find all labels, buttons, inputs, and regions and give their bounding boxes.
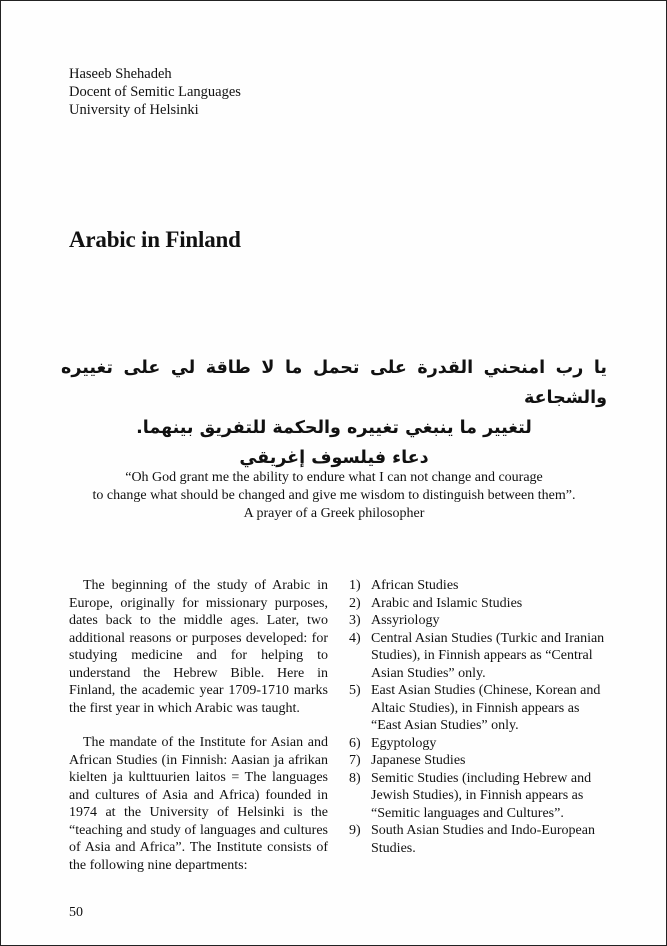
- author-block: [69, 65, 241, 119]
- page-number: 50: [69, 905, 83, 920]
- list-item-text: Central Asian Studies (Turkic and Iranian Studies), in Finnish appears as “Central Asian Studies” only.: [371, 630, 605, 681]
- list-item-number: 8): [349, 770, 361, 786]
- article-title: Arabic in Finland: [69, 227, 241, 252]
- list-item-number: 1): [349, 578, 361, 593]
- list-item-text: Arabic and Islamic Studies: [371, 595, 523, 611]
- list-item-number: 7): [349, 753, 361, 768]
- body-paragraph-1: The beginning of the study of Arabic in Europe, originally for missionary purposes, dates back to the middle ages. Later, two additional reasons or purposes developed: for studying medicine and for helping to understand the Hebrew Bible. Here in Finland, the academic year 1709-1710 marks the first year in which Arabic was taught.: [69, 578, 328, 716]
- departments-list: [349, 577, 611, 857]
- list-item-text: African Studies: [371, 578, 459, 593]
- list-item-number: 3): [349, 613, 361, 628]
- list-item-number: 2): [349, 595, 361, 611]
- arabic-prayer-line-3: دعاء فيلسوف إغريقي: [239, 448, 429, 468]
- list-item-text: Egyptology: [371, 735, 437, 751]
- list-item-text: Japanese Studies: [371, 753, 466, 768]
- list-item-number: 5): [349, 683, 361, 698]
- list-item: [349, 822, 611, 857]
- quote-line-2: to change what should be changed and give me wisdom to distinguish between them”.: [92, 488, 576, 503]
- author-name: Haseeb Shehadeh: [69, 66, 172, 82]
- list-item: [349, 612, 611, 630]
- list-item-number: 6): [349, 735, 361, 751]
- english-quote: [41, 469, 627, 523]
- list-item-text: Assyriology: [371, 613, 440, 628]
- quote-line-1: “Oh God grant me the ability to endure what I can not change and courage: [125, 470, 543, 485]
- list-item: [349, 630, 611, 683]
- list-item: [349, 735, 611, 753]
- list-item-text: East Asian Studies (Chinese, Korean and Altaic Studies), in Finnish appears as “East Asian Studies” only.: [371, 683, 601, 733]
- list-item-number: 4): [349, 630, 361, 646]
- quote-attribution: A prayer of a Greek philosopher: [243, 506, 425, 521]
- list-item-text: South Asian Studies and Indo-European Studies.: [371, 823, 595, 856]
- author-affiliation: University of Helsinki: [69, 102, 199, 118]
- list-item: [349, 682, 611, 735]
- arabic-prayer: [61, 353, 607, 473]
- left-column: [69, 577, 328, 891]
- arabic-prayer-line-1: يا رب امنحني القدرة على تحمل ما لا طاقة لي على تغييره والشجاعة: [61, 358, 607, 408]
- arabic-prayer-line-2: لتغيير ما ينبغي تغييره والحكمة للتفريق بينهما.: [136, 418, 532, 438]
- body-paragraph-2: The mandate of the Institute for Asian and African Studies (in Finnish: Aasian ja afrikan kielten ja kulttuurien laitos = The languages and cultures of Asia and Africa) founded in 1974 at the University of Helsinki is the “teaching and study of languages and cultures of Asia and Africa”. The Institute consists of the following nine departments:: [69, 735, 328, 873]
- list-item: [349, 595, 611, 613]
- list-item-text: Semitic Studies (including Hebrew and Jewish Studies), in Finnish appears as “Semitic languages and Cultures”.: [371, 770, 592, 821]
- author-position: Docent of Semitic Languages: [69, 84, 241, 100]
- list-item-number: 9): [349, 823, 361, 838]
- list-item: [349, 770, 611, 823]
- list-item: [349, 752, 611, 770]
- list-item: [349, 577, 611, 595]
